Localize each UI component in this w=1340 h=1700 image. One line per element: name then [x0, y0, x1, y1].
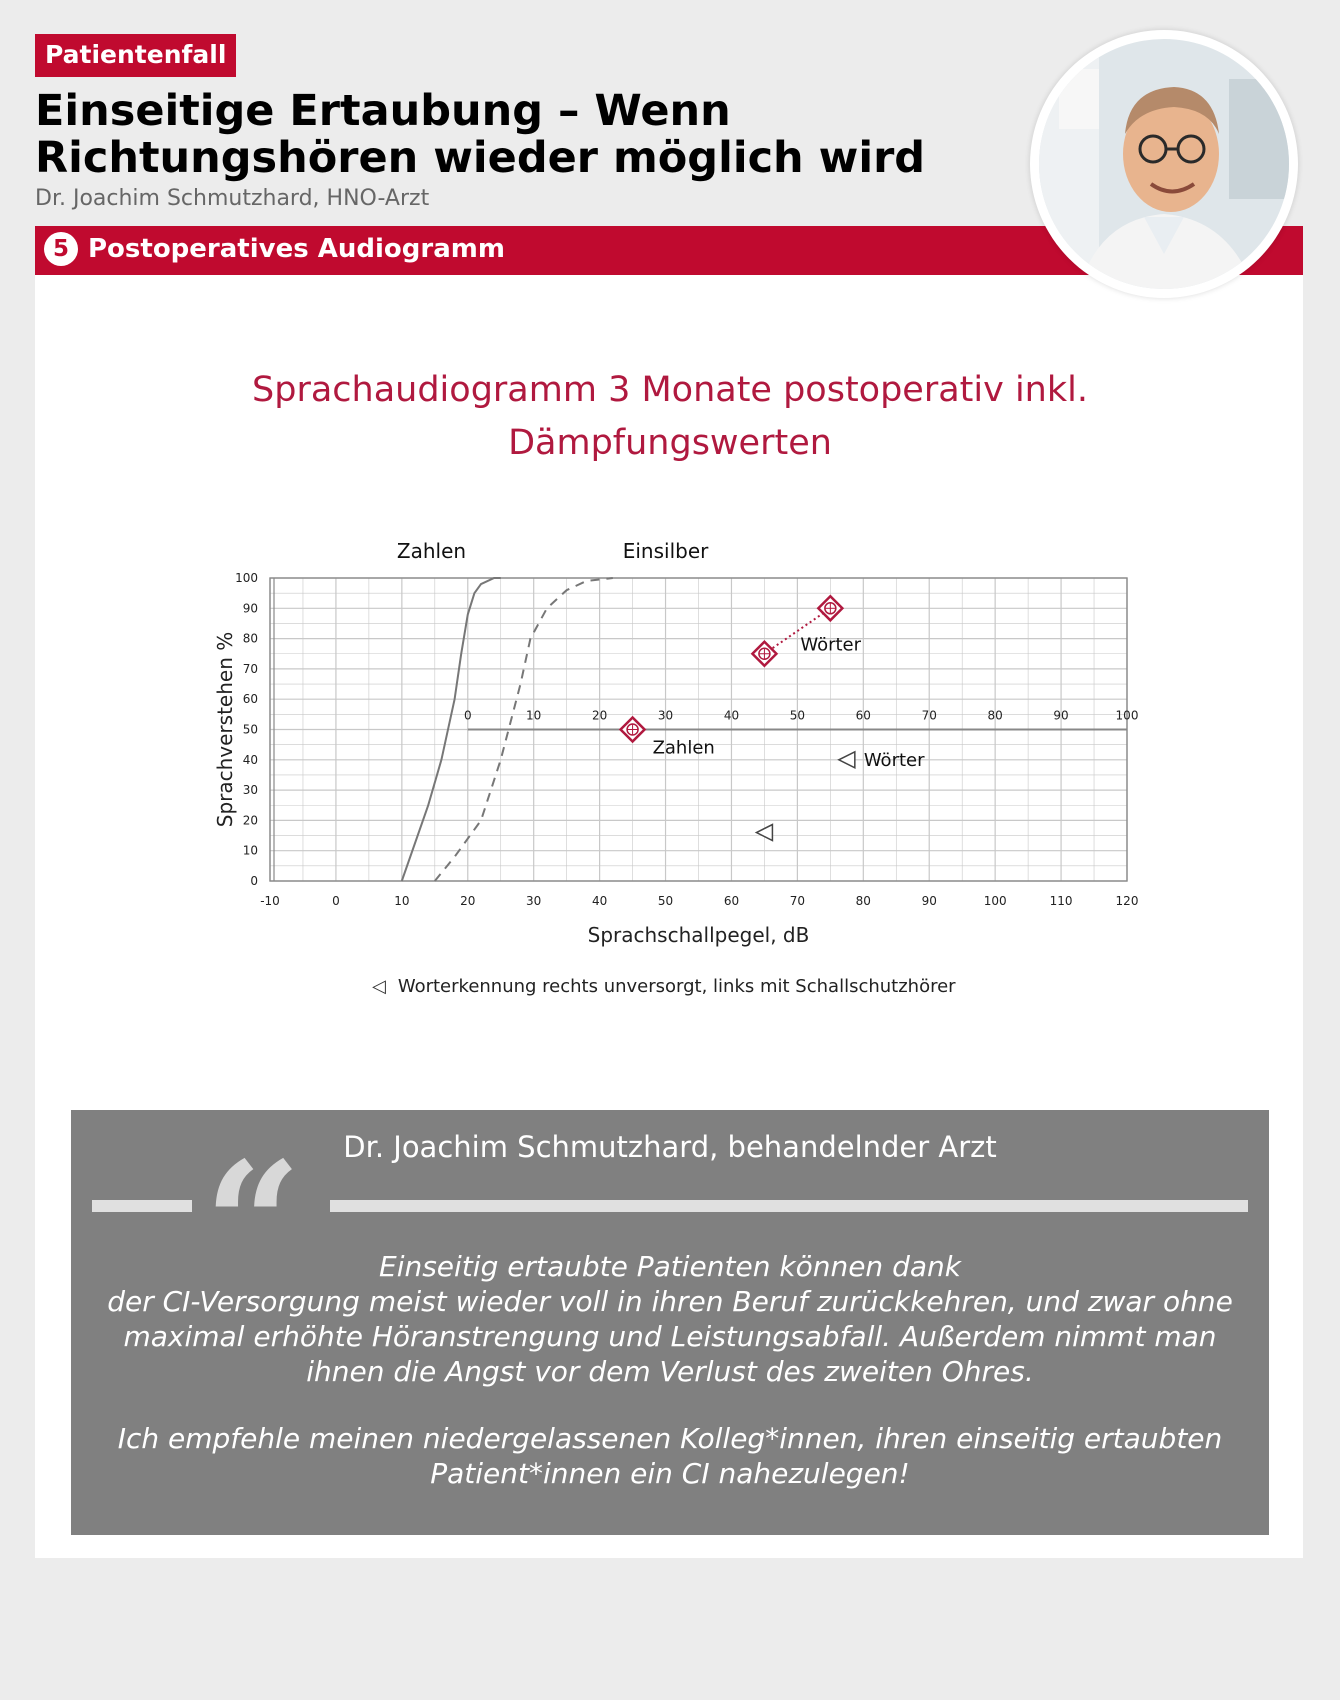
y-tick-label: 20 [242, 813, 258, 828]
page-title-line2: Richtungshören wieder möglich wird [35, 133, 926, 183]
point-label: Zahlen [652, 737, 715, 759]
triangle-marker [839, 752, 855, 768]
x-tick-label: 40 [591, 894, 608, 908]
attenuation-tick-label: 100 [1115, 708, 1139, 723]
quote-line: der CI-Versorgung meist wieder voll in ihren Beruf zurückkehren, und zwar ohne [107, 1285, 1233, 1318]
attenuation-tick-label: 50 [789, 708, 806, 723]
x-tick-label: 20 [460, 894, 476, 908]
x-tick-label: 110 [1049, 894, 1073, 908]
quotation-marks-icon: “ [204, 1125, 302, 1325]
section-number-badge: 5 [44, 232, 78, 266]
y-axis-title: Sprachverstehen % [213, 631, 237, 828]
x-tick-label: 100 [983, 894, 1007, 908]
quote-text [100, 1249, 1240, 1491]
y-tick-label: 30 [242, 783, 258, 798]
quote-author: Dr. Joachim Schmutzhard, behandelnder Arzt [343, 1130, 997, 1164]
quote-line: Ich empfehle meinen niedergelassenen Kolleg*innen, ihren einseitig ertaubten [117, 1422, 1223, 1455]
y-tick-label: 100 [235, 571, 258, 585]
chart-title-line2: Dämpfungswerten [508, 423, 832, 463]
chart-legend [372, 976, 956, 997]
triangle-left-icon: ◁ [372, 976, 386, 997]
category-badge: Patientenfall [35, 34, 236, 77]
attenuation-tick-label: 10 [526, 708, 542, 723]
quote-line: ihnen die Angst vor dem Verlust des zweiten Ohres. [306, 1355, 1034, 1388]
x-tick-label: 70 [789, 894, 806, 908]
quote-line: maximal erhöhte Höranstrengung und Leistungsabfall. Außerdem nimmt man [123, 1320, 1217, 1353]
quote-line: Einseitig ertaubte Patienten können dank [379, 1250, 961, 1283]
y-tick-label: 50 [242, 722, 258, 737]
x-tick-label: 10 [394, 894, 410, 908]
point-label: Wörter [800, 634, 862, 656]
legend-text: Worterkennung rechts unversorgt, links mit Schallschutzhörer [397, 976, 956, 997]
y-tick-label: 70 [242, 661, 258, 676]
attenuation-tick-label: 20 [591, 708, 608, 723]
y-tick-label: 90 [242, 601, 258, 616]
section-title: Postoperatives Audiogramm [88, 234, 505, 264]
x-tick-label: 60 [723, 894, 740, 908]
curve-label-einsilber: Einsilber [622, 539, 709, 563]
x-axis-title: Sprachschallpegel, dB [587, 923, 810, 947]
quote-divider-right [330, 1200, 1248, 1212]
x-tick-label: 0 [332, 894, 340, 908]
quote-divider-left [92, 1200, 192, 1212]
x-tick-label: 50 [657, 894, 674, 908]
y-tick-label: 80 [242, 631, 258, 646]
attenuation-tick-label: 60 [855, 708, 871, 723]
x-tick-label: 120 [1115, 894, 1139, 908]
x-tick-label: 90 [921, 894, 937, 908]
page-title-line1: Einseitige Ertaubung – Wenn [35, 86, 731, 136]
author-line: Dr. Joachim Schmutzhard, HNO-Arzt [35, 186, 430, 211]
y-tick-label: 40 [242, 752, 258, 767]
point-label: Wörter [863, 749, 925, 771]
attenuation-tick-label: 80 [987, 708, 1003, 723]
attenuation-tick-label: 90 [1053, 708, 1069, 723]
x-tick-label: 80 [855, 894, 871, 908]
attenuation-tick-label: 0 [463, 708, 472, 723]
y-tick-label: 0 [250, 874, 258, 888]
x-tick-label: 30 [526, 894, 542, 908]
y-tick-label: 10 [242, 843, 258, 858]
attenuation-tick-label: 30 [657, 708, 674, 723]
curve-label-zahlen: Zahlen [396, 539, 467, 563]
quote-line: Patient*innen ein CI nahezulegen! [430, 1457, 910, 1490]
x-tick-label: -10 [260, 894, 280, 908]
attenuation-tick-label: 70 [921, 708, 937, 723]
y-tick-label: 60 [242, 692, 258, 707]
chart-title-line1: Sprachaudiogramm 3 Monate postoperativ inkl. [252, 370, 1088, 410]
attenuation-tick-label: 40 [723, 708, 740, 723]
